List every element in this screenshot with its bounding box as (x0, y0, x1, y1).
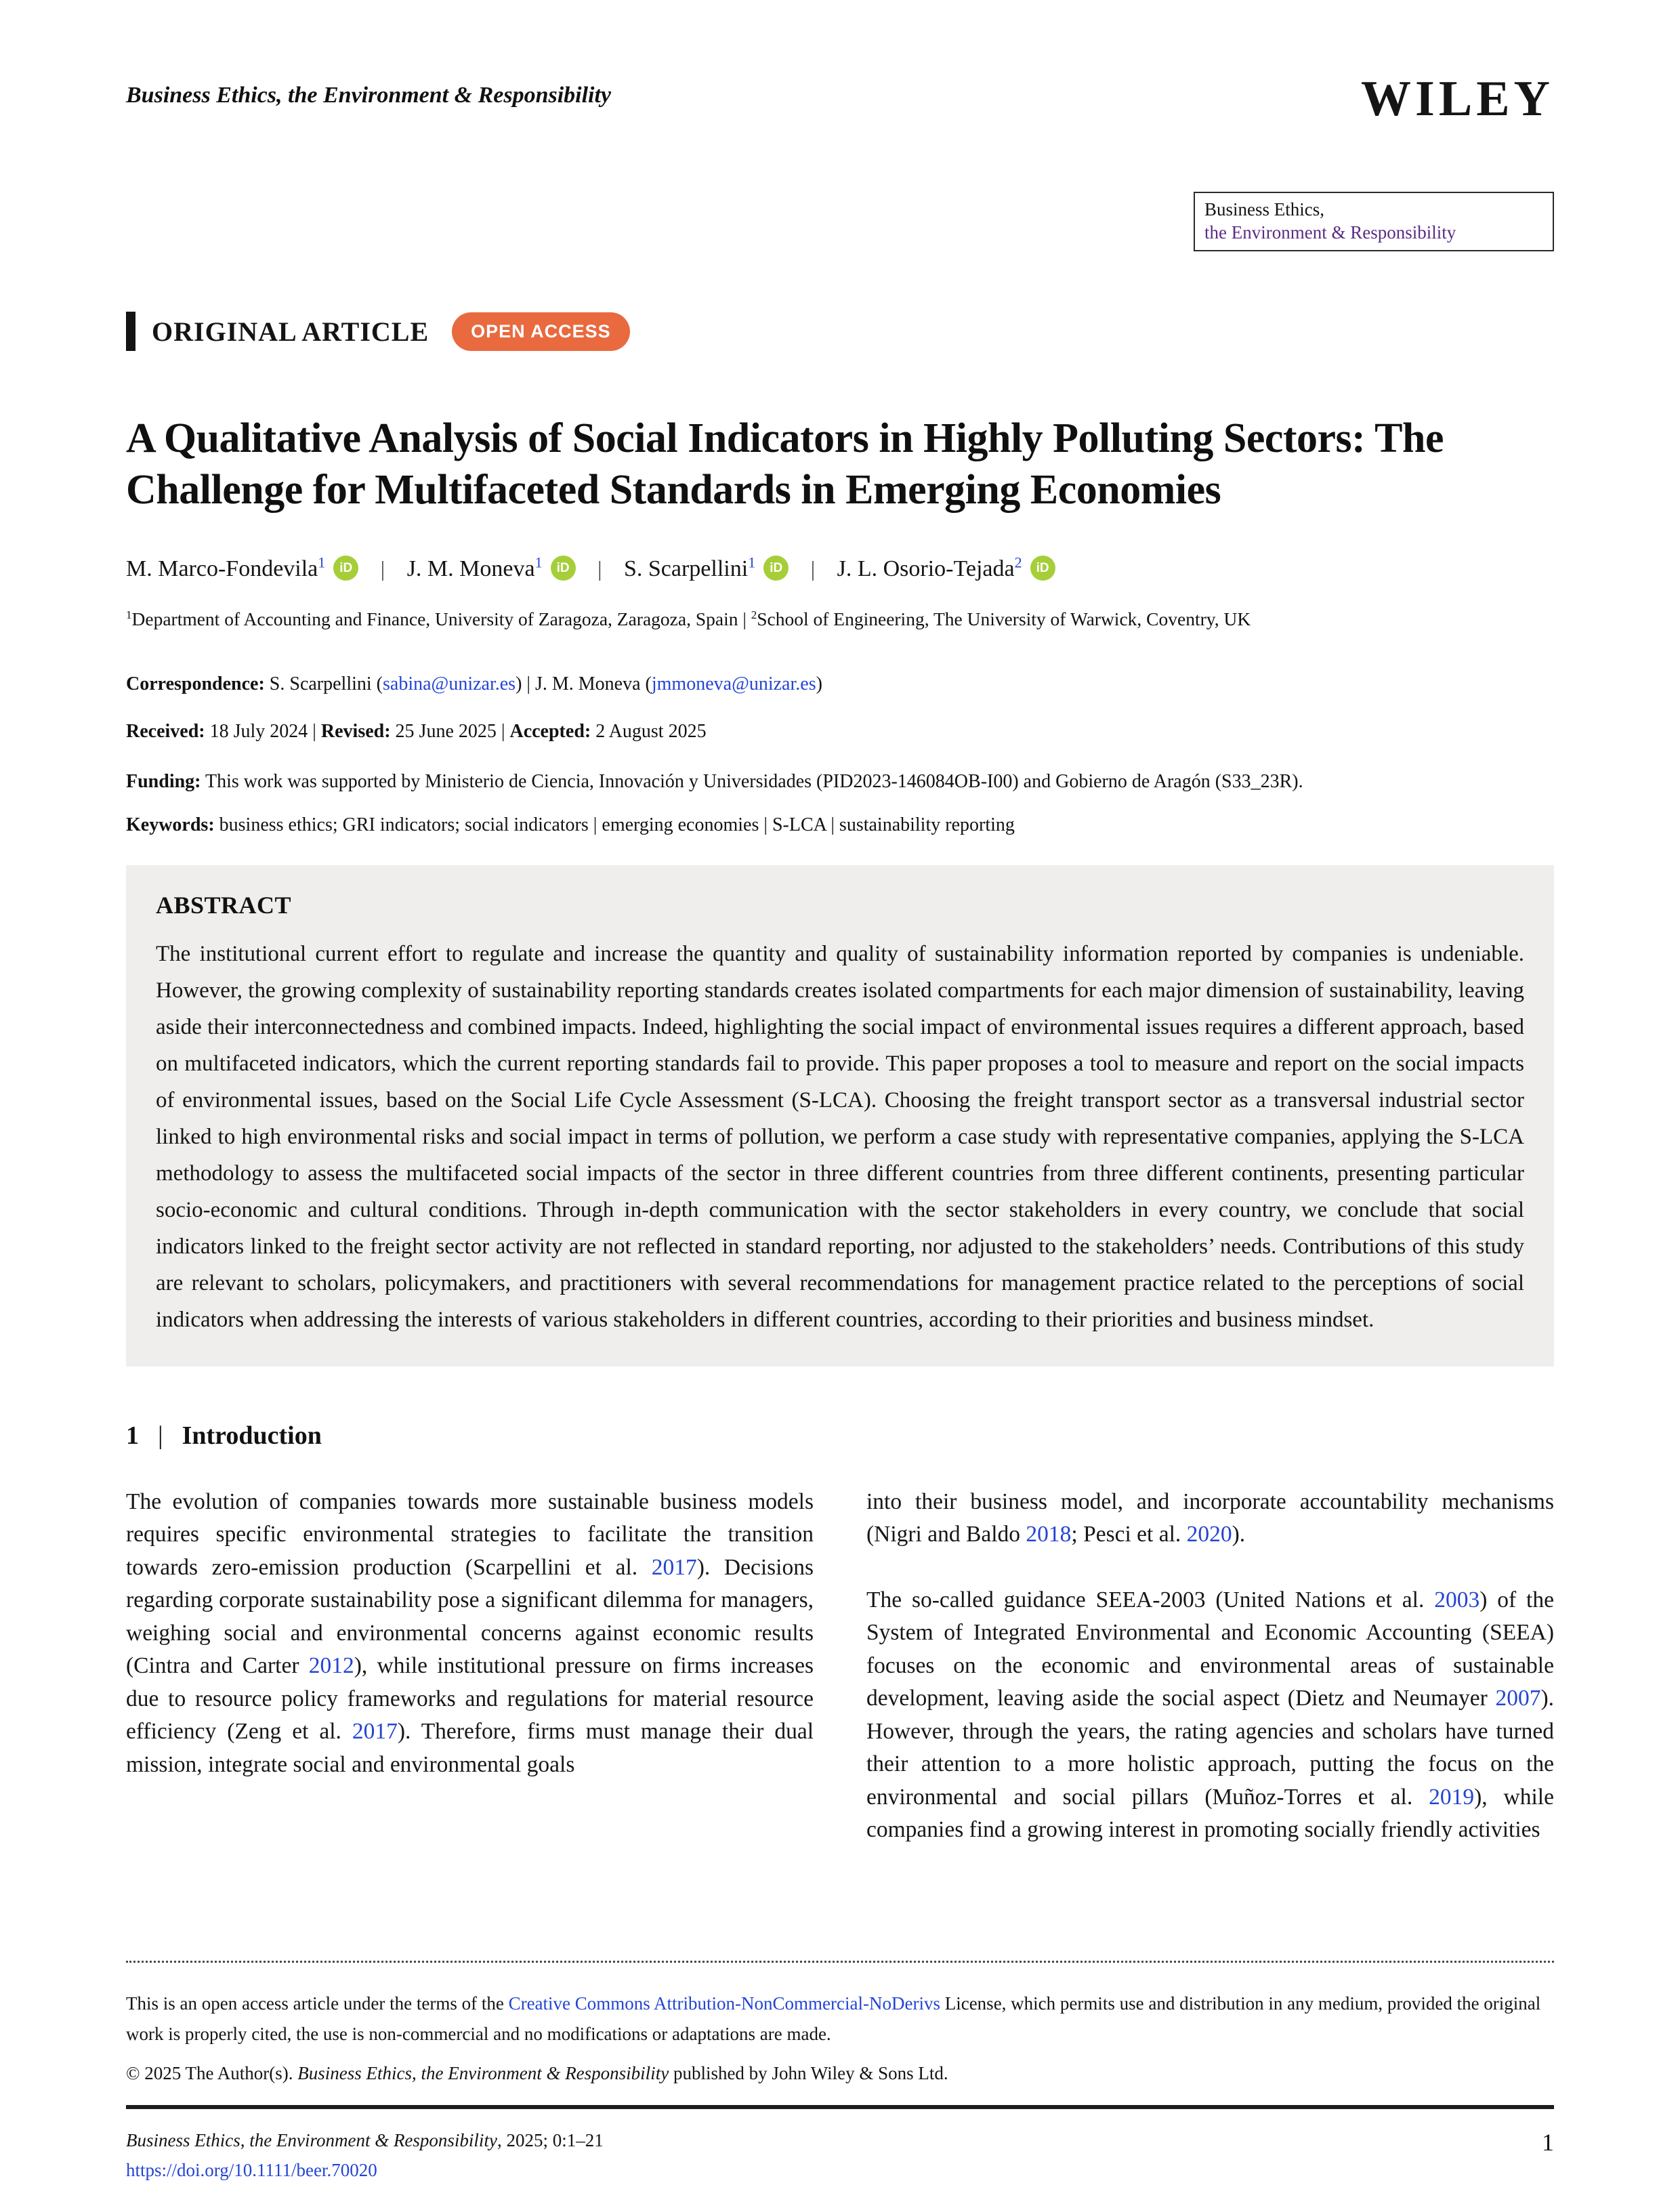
text-segment: ), while companies find a growing interest in promoting socially friendly activities (866, 1784, 1554, 1843)
text-segment: published by John Wiley & Sons Ltd. (669, 2063, 948, 2083)
footnote-divider (126, 1961, 1554, 1963)
page-footer (126, 1961, 1554, 2185)
text-segment: S. Scarpellini ( (264, 673, 383, 694)
author-name: J. L. Osorio-Tejada (837, 556, 1015, 581)
text-segment: Department of Accounting and Finance, University of Zaragoza, Zaragoza, Spain | (131, 608, 751, 629)
inline-link[interactable]: Creative Commons Attribution-NonCommercial-NoDerivs (508, 1993, 940, 2014)
authors-row (126, 554, 1554, 581)
author-name: S. Scarpellini (623, 556, 749, 581)
text-segment: 18 July 2024 | (205, 720, 321, 742)
text-segment: 1 (126, 608, 132, 621)
journal-citation (126, 2125, 604, 2185)
affiliations-line (126, 602, 1554, 632)
inline-link[interactable]: 2003 (1434, 1587, 1480, 1612)
author-affiliation-ref: 2 (1014, 554, 1022, 571)
article-type-label: ORIGINAL ARTICLE (152, 316, 429, 347)
text-segment: ), while institutional pressure on firms increases due to resource policy frameworks and regulations for material resource efficiency (Zeng et al. (126, 1653, 814, 1745)
text-segment: Keywords: (126, 814, 215, 835)
text-segment: 2 (751, 608, 757, 621)
footer-row (126, 2125, 1554, 2185)
article-title: A Qualitative Analysis of Social Indicators in Highly Polluting Sectors: The Challenge for Multifaceted Standards in Emerging Economies (126, 415, 1444, 513)
section-label: Introduction (182, 1421, 322, 1450)
inline-link[interactable]: jmmoneva@unizar.es (651, 673, 816, 694)
inline-link[interactable]: 2007 (1495, 1686, 1541, 1711)
dates-line (126, 719, 1554, 745)
inline-link[interactable]: 2019 (1429, 1784, 1475, 1810)
inline-link[interactable]: 2018 (1026, 1522, 1072, 1547)
text-segment: Business Ethics, the Environment & Responsibility (126, 2130, 497, 2150)
journal-name-header: Business Ethics, the Environment & Responsibility (126, 83, 612, 108)
text-segment: This is an open access article under the terms of the (126, 1993, 509, 2014)
orcid-icon[interactable]: iD (1030, 556, 1055, 581)
orcid-icon[interactable]: iD (333, 556, 358, 581)
article-type-bar (126, 312, 135, 351)
body-columns (126, 1486, 1554, 1847)
text-segment: ). (1232, 1522, 1246, 1547)
text-segment: ). Decisions regarding corporate sustainability pose a significant dilemma for managers, weighing social and environmental concerns against economic results (Cintra and Carter (126, 1554, 814, 1679)
intro-paragraph-right-1 (866, 1486, 1554, 1551)
text-segment: business ethics; GRI indicators; social indicators | emerging economies | S-LCA | sustainability reporting (214, 814, 1015, 835)
text-segment: ) | J. M. Moneva ( (516, 673, 652, 694)
section-number: 1 (126, 1421, 139, 1450)
author-separator: | (810, 556, 816, 581)
author-affiliation-ref: 1 (318, 554, 326, 571)
author-name: M. Marco-Fondevila (126, 556, 318, 581)
text-segment: ). However, through the years, the rating agencies and scholars have turned their attention to a more holistic approach, putting the focus on the environmental and social pillars (Muñoz-Torres et al. (866, 1686, 1554, 1810)
citation-text (126, 2130, 604, 2150)
keywords-line (126, 812, 1554, 838)
text-segment: Business Ethics, the Environment & Responsibility (297, 2063, 669, 2083)
section-heading-introduction (126, 1421, 1554, 1451)
orcid-icon[interactable]: iD (551, 556, 576, 581)
inline-link[interactable]: 2020 (1186, 1522, 1232, 1547)
intro-paragraph-right-2 (866, 1584, 1554, 1847)
orcid-icon[interactable]: iD (763, 556, 789, 581)
abstract-box (126, 865, 1554, 1367)
right-column (866, 1486, 1554, 1847)
left-column (126, 1486, 814, 1847)
correspondence-line (126, 671, 1554, 697)
text-segment: ). Therefore, firms must manage their dual mission, integrate social and environmental goals (126, 1719, 814, 1777)
text-segment: ; Pesci et al. (1071, 1522, 1187, 1547)
text-segment: ) (816, 673, 822, 694)
text-segment: The evolution of companies towards more sustainable business models requires specific environmental strategies to facilitate the transition towards zero-emission production (Scarpellini et al. (126, 1488, 814, 1580)
text-segment: Correspondence: (126, 673, 265, 694)
author-affiliation-ref: 1 (748, 554, 756, 571)
text-segment: Funding: (126, 770, 201, 792)
open-access-badge: OPEN ACCESS (452, 312, 630, 351)
masthead (126, 0, 1554, 244)
journal-cover-box (1194, 192, 1554, 251)
text-segment: This work was supported by Ministerio de Ciencia, Innovación y Universidades (PID2023-146084OB-I00) and Gobierno de Aragón (S33_23R). (201, 770, 1303, 792)
text-segment: , 2025; 0:1–21 (497, 2130, 604, 2150)
section-separator: | (158, 1421, 163, 1450)
author (126, 556, 358, 581)
text-segment: School of Engineering, The University of Warwick, Coventry, UK (757, 608, 1251, 629)
text-segment: License, which permits use and distribution in any medium, provided the original work is properly cited, the use is non-commercial and no modifications or adaptations are made. (126, 1993, 1541, 2044)
author (837, 556, 1055, 581)
journal-box-line2: the Environment & Responsibility (1204, 222, 1456, 243)
article-type-row (126, 312, 1554, 351)
abstract-heading: ABSTRACT (156, 891, 292, 919)
text-segment: 25 June 2025 | (390, 720, 510, 742)
author-separator: | (380, 556, 385, 581)
text-segment: Revised: (320, 720, 391, 742)
footer-rule (126, 2105, 1554, 2109)
text-segment: © 2025 The Author(s). (126, 2063, 298, 2083)
inline-link[interactable]: 2017 (651, 1554, 697, 1580)
inline-link[interactable]: sabina@unizar.es (383, 673, 516, 694)
text-segment: The so-called guidance SEEA-2003 (United Nations et al. (866, 1587, 1435, 1612)
abstract-text: The institutional current effort to regulate and increase the quantity and quality of sustainability information reported by companies is undeniable. However, the growing complexity of sustainability reporting standards creates isolated compartments for each major dimension of sustainability, leaving aside their interconnectedness and combined impacts. Indeed, highlighting the social impact of environmental issues requires a different approach, based on multifaceted indicators, which the current reporting standards fail to provide. This paper proposes a tool to measure and report on the social impacts of environmental issues, based on the Social Life Cycle Assessment (S-LCA). Choosing the freight transport sector as a transversal industrial sector linked to high environmental risks and social impact in terms of pollution, we perform a case study with representative companies, applying the S-LCA methodology to assess the multifaceted social impacts of the sector in three different countries from three different continents, presenting particular socio-economic and cultural conditions. Through in-depth communication with the sector stakeholders in every country, we conclude that social indicators linked to the freight sector activity are not reflected in standard reporting, nor adjusted to the stakeholders’ needs. Contributions of this study are relevant to scholars, policymakers, and practitioners with several recommendations for management practice related to the perceptions of social indicators when addressing the interests of various stakeholders in different countries, according to their priorities and business mindset. (156, 941, 1524, 1332)
author-affiliation-ref: 1 (534, 554, 543, 571)
inline-link[interactable]: 2017 (352, 1719, 398, 1745)
text-segment: 2 August 2025 (591, 720, 707, 742)
doi-link[interactable]: https://doi.org/10.1111/beer.70020 (126, 2160, 377, 2180)
author-separator: | (597, 556, 602, 581)
wiley-logo: WILEY (1361, 71, 1554, 127)
inline-link[interactable]: 2012 (308, 1653, 354, 1679)
author (407, 556, 576, 581)
page-number: 1 (1542, 2129, 1554, 2156)
text-segment: into their business model, and incorporate accountability mechanisms (Nigri and Baldo (866, 1488, 1554, 1547)
funding-line (126, 769, 1554, 795)
license-text (126, 1988, 1554, 2049)
author (624, 556, 789, 581)
author-name: J. M. Moneva (406, 556, 535, 581)
text-segment: ) of the System of Integrated Environmental and Economic Accounting (SEEA) focuses on the economic and environmental areas of sustainable development, leaving aside the social aspect (Dietz and Neumayer (866, 1587, 1554, 1711)
text-segment: Accepted: (509, 720, 591, 742)
copyright-text (126, 2059, 1554, 2087)
text-segment: Received: (126, 720, 205, 742)
intro-paragraph-left (126, 1486, 814, 1782)
journal-box-line1: Business Ethics, (1204, 199, 1325, 220)
